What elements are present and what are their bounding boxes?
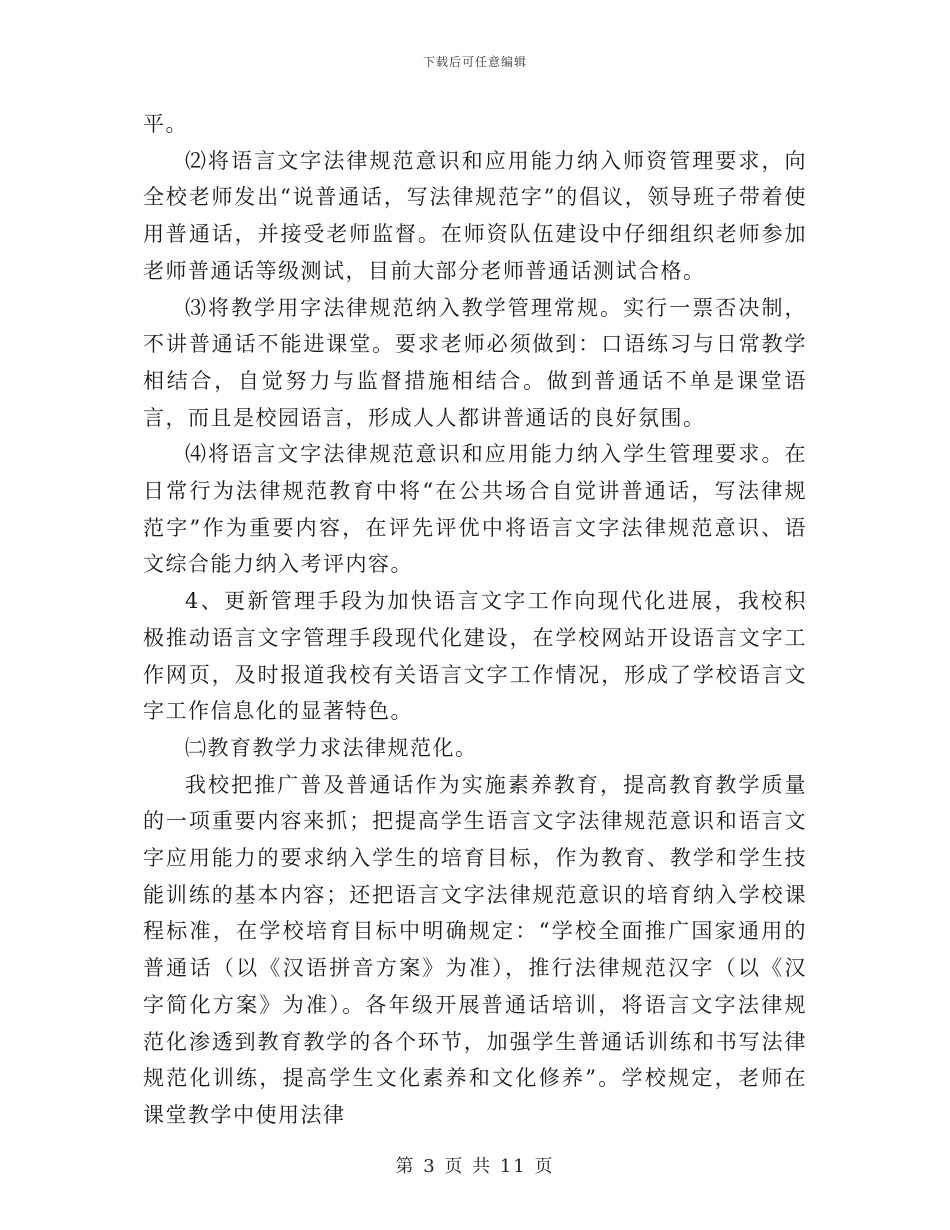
page-header: 下载后可任意编辑 (422, 55, 527, 69)
page-footer: 第 3 页 共 11 页 (395, 1156, 555, 1177)
paragraph-section-4: 4、更新管理手段为加快语言文字工作向现代化进展，我校积极推动语言文字管理手段现代化建设，在学校网站开设语言文字工作网页，及时报道我校有关语言文字工作情况，形成了学校语言文字工作信息化的显著特色。 (143, 589, 807, 724)
paragraph-item-3: ⑶将教学用字法律规范纳入教学管理常规。实行一票否决制，不讲普通话不能进课堂。要求老师必须做到：口语练习与日常教学相结合，自觉努力与监督措施相结合。做到普通话不单是课堂语言，而且是校园语言，形成人人都讲普通话的良好氛围。 (143, 295, 807, 430)
paragraph-item-2: ⑵将语言文字法律规范意识和应用能力纳入师资管理要求，向全校老师发出“说普通话，写法律规范字”的倡议，领导班子带着使用普通话，并接受老师监督。在师资队伍建设中仔细组织老师参加老师普通话等级测试，目前大部分老师普通话测试合格。 (143, 148, 807, 283)
paragraph-body: 我校把推广普及普通话作为实施素养教育，提高教育教学质量的一项重要内容来抓；把提高学生语言文字法律规范意识和语言文字应用能力的要求纳入学生的培育目标，作为教育、教学和学生技能训练的基本内容；还把语言文字法律规范意识的培育纳入学校课程标准，在学校培育目标中明确规定：“学校全面推广国家通用的普通话（以《汉语拼音方案》为准），推行法律规范汉字（以《汉字简化方案》为准）。各年级开展普通话培训，将语言文字法律规范化渗透到教育教学的各个环节，加强学生普通话训练和书写法律规范化训练，提高学生文化素养和文化修养”。学校规定，老师在课堂教学中使用法律 (143, 772, 807, 1127)
paragraph-heading-2: ㈡教育教学力求法律规范化。 (185, 735, 478, 760)
paragraph-continuation: 平。 (143, 112, 188, 136)
body-text (143, 106, 807, 1134)
paragraph-item-4: ⑷将语言文字法律规范意识和应用能力纳入学生管理要求。在日常行为法律规范教育中将“在公共场合自觉讲普通话，写法律规范字”作为重要内容，在评先评优中将语言文字法律规范意识、语文综合能力纳入考评内容。 (143, 442, 807, 577)
